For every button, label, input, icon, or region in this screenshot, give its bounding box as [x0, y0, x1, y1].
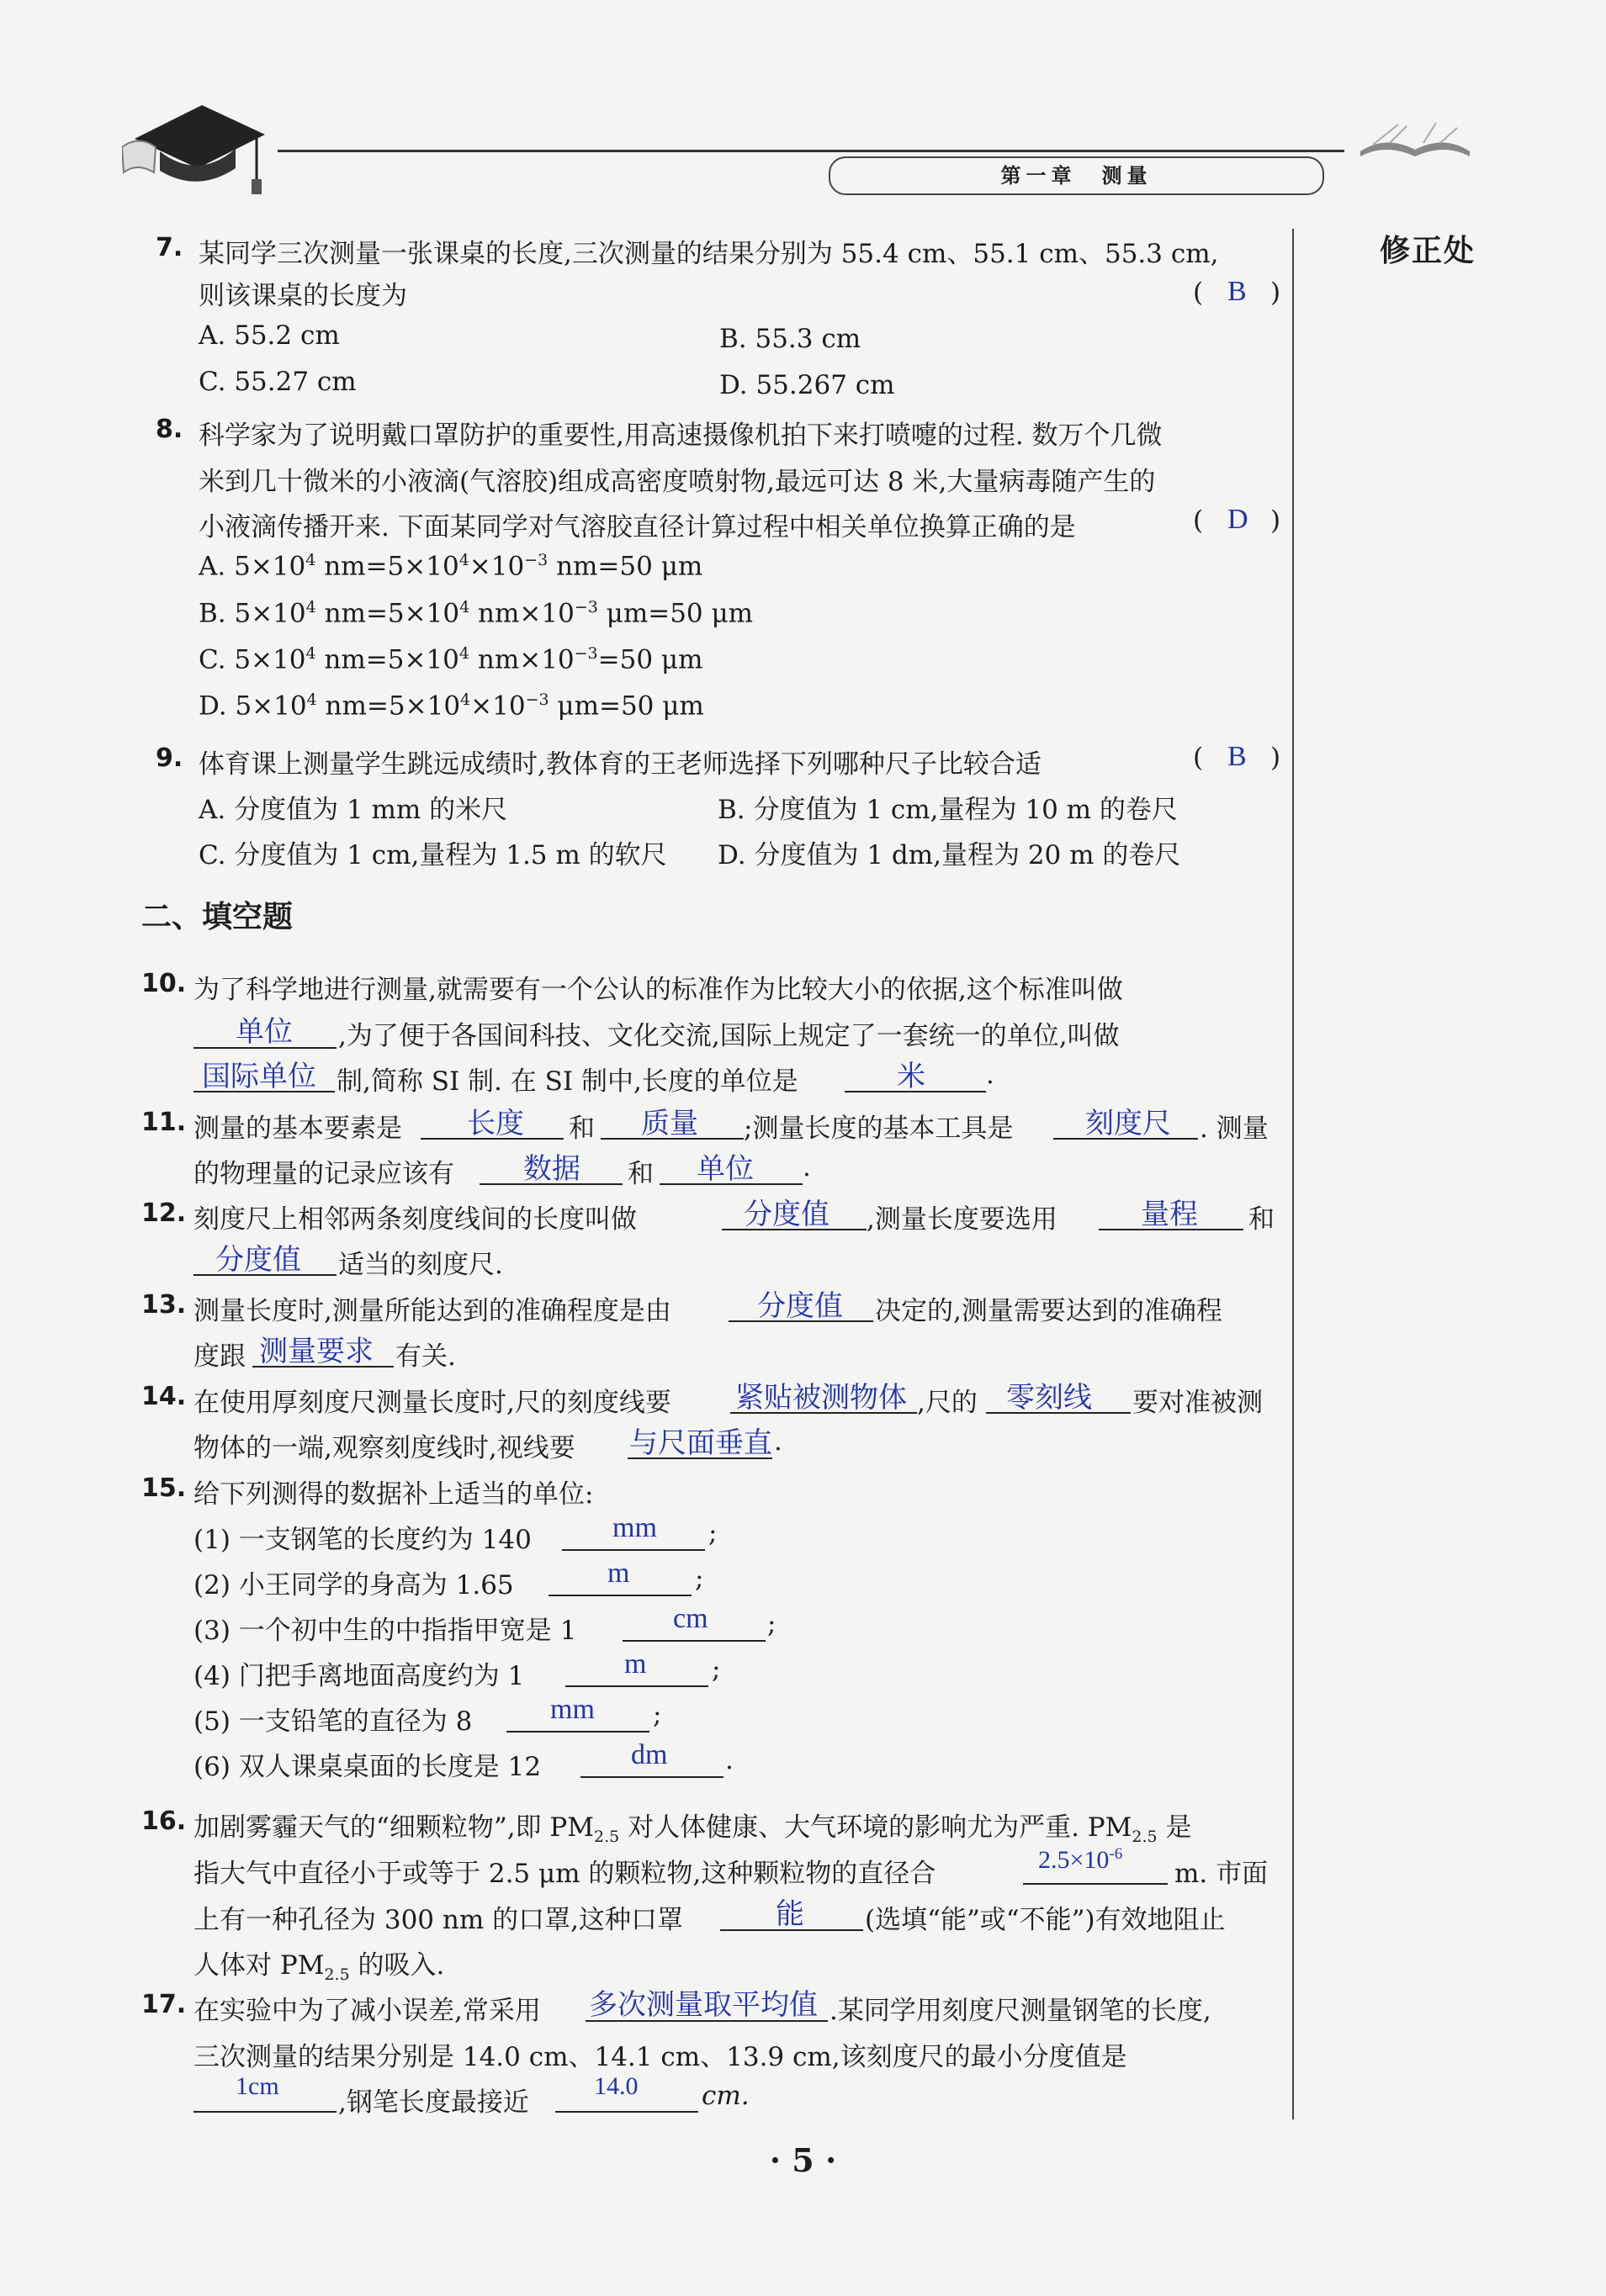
question-10-answer-1: 单位 — [236, 1017, 293, 1048]
header-rule — [278, 150, 1344, 152]
question-7-option-b: B. 55.3 cm — [719, 324, 861, 354]
question-14-answer-3: 与尺面垂直 — [629, 1428, 772, 1459]
question-8-number: 8. — [156, 415, 183, 444]
question-14-number: 14. — [141, 1382, 187, 1411]
question-9-line-1: 体育课上测量学生跳远成绩时,教体育的王老师选择下列哪种尺子比较合适 — [199, 749, 1042, 780]
question-17-text-3: 三次测量的结果分别是 14.0 cm、14.1 cm、13.9 cm,该刻度尺的最小分度值是 — [193, 2042, 1127, 2072]
question-10-answer-2: 国际单位 — [202, 1061, 316, 1092]
question-9-option-c: C. 分度值为 1 cm,量程为 1.5 m 的软尺 — [199, 840, 667, 870]
question-16-text-5: (选填“能”或“不能”)有效地阻止 — [865, 1905, 1226, 1935]
question-13-text-4: 有关. — [395, 1341, 456, 1372]
question-14-text-4: 物体的一端,观察刻度线时,视线要 — [193, 1433, 575, 1463]
question-8-answer: D — [1227, 504, 1248, 535]
question-16-line-4: 人体对 $PM_{2.5}$ 的吸入. — [193, 1950, 445, 1985]
question-15-answer-4: m — [624, 1648, 647, 1680]
question-15-item-1: (1) 一支钢笔的长度约为 140 — [193, 1525, 532, 1555]
question-17-text-1: 在实验中为了减小误差,常采用 — [193, 1996, 541, 2026]
question-15-intro: 给下列测得的数据补上适当的单位: — [193, 1479, 594, 1510]
question-16-line-1: 加剧雾霾天气的“细颗粒物”,即 $PM_{2.5}$ 对人体健康、大气环境的影响尤为严重. $PM_{2.5}$ 是 — [193, 1812, 1192, 1847]
question-10-text-1: 为了科学地进行测量,就需要有一个公认的标准作为比较大小的依据,这个标准叫做 — [193, 975, 1123, 1005]
question-11-text-7: . — [803, 1152, 811, 1182]
question-14-text-2: ,尺的 — [917, 1388, 978, 1418]
question-15-blank-4 — [565, 1685, 708, 1687]
question-11-text-6: 和 — [628, 1159, 654, 1189]
question-8-line-1: 科学家为了说明戴口罩防护的重要性,用高速摄像机拍下来打喷嚏的过程. 数万个几微 — [199, 421, 1163, 451]
question-8-option-d: D. $5\times 10^4$ $nm=5\times 10^4\times 10^{-3}$ μm=50 μm — [199, 690, 704, 722]
question-15-end-2: ; — [695, 1563, 704, 1594]
question-15-answer-6: dm — [631, 1739, 668, 1770]
question-11-answer-1: 长度 — [467, 1108, 524, 1140]
question-8-paren-open: ( — [1193, 505, 1204, 536]
question-15-item-3: (3) 一个初中生的中指指甲宽是 1 — [193, 1616, 577, 1646]
question-14-text-1: 在使用厚刻度尺测量长度时,尺的刻度线要 — [193, 1388, 671, 1418]
question-14-answer-2: 零刻线 — [1006, 1383, 1092, 1414]
margin-divider — [1292, 229, 1294, 2119]
question-16-answer-2: 能 — [776, 1899, 804, 1930]
question-17-text-4: ,钢笔长度最接近 — [338, 2087, 529, 2118]
question-14-answer-1: 紧贴被测物体 — [735, 1383, 907, 1414]
question-11-text-3: ;测量长度的基本工具是 — [744, 1114, 1014, 1144]
question-12-number: 12. — [141, 1198, 187, 1228]
question-16-answer-1: $2.5\times 10^{-6}$ — [1038, 1845, 1123, 1874]
section-title: 二、填空题 — [141, 900, 294, 934]
question-15-answer-2: m — [607, 1558, 630, 1589]
question-17-blank-2 — [193, 2111, 337, 2113]
question-12-text-4: 适当的刻度尺. — [338, 1250, 503, 1280]
question-13-text-3: 度跟 — [193, 1341, 246, 1372]
question-8-paren-close: ) — [1270, 505, 1281, 536]
question-7-paren-open: ( — [1193, 278, 1204, 308]
question-15-item-6: (6) 双人课桌桌面的长度是 12 — [193, 1752, 542, 1782]
question-7-option-c: C. 55.27 cm — [199, 367, 357, 397]
question-12-text-2: ,测量长度要选用 — [867, 1204, 1057, 1235]
question-15-end-3: ; — [767, 1609, 776, 1639]
question-11-answer-3: 刻度尺 — [1085, 1108, 1171, 1140]
question-9-number: 9. — [156, 743, 183, 773]
question-9-option-d: D. 分度值为 1 dm,量程为 20 m 的卷尺 — [718, 840, 1181, 870]
question-9-answer: B — [1227, 741, 1247, 772]
question-16-blank-1 — [1023, 1883, 1168, 1885]
question-9-paren-open: ( — [1193, 743, 1204, 773]
question-15-blank-3 — [623, 1640, 766, 1642]
question-7-option-d: D. 55.267 cm — [719, 370, 895, 400]
question-13-text-2: 决定的,测量需要达到的准确程 — [875, 1296, 1222, 1326]
question-15-end-1: ; — [708, 1518, 718, 1548]
question-14-text-5: . — [774, 1426, 782, 1457]
question-8-option-a: A. $5\times 10^4$ $nm=5\times 10^4\times 10^{-3}$ nm=50 μm — [199, 551, 703, 582]
question-14-text-3: 要对准被测 — [1132, 1388, 1263, 1418]
question-12-answer-2: 量程 — [1141, 1199, 1198, 1230]
question-15-blank-2 — [549, 1595, 692, 1596]
question-11-number: 11. — [141, 1108, 187, 1137]
question-8-option-b: B. $5\times 10^4$ $nm=5\times 10^4$ $nm\times 10^{-3}$ μm=50 μm — [199, 598, 754, 629]
question-10-text-2: ,为了便于各国间科技、文化交流,国际上规定了一套统一的单位,叫做 — [338, 1021, 1120, 1051]
question-15-end-6: . — [725, 1745, 734, 1775]
question-12-text-1: 刻度尺上相邻两条刻度线间的长度叫做 — [193, 1204, 637, 1235]
question-13-answer-2: 测量要求 — [259, 1336, 374, 1368]
question-15-item-4: (4) 门把手离地面高度约为 1 — [193, 1661, 525, 1691]
question-16-text-4: 上有一种孔径为 300 nm 的口罩,这种口罩 — [193, 1905, 683, 1935]
question-15-answer-3: cm — [673, 1603, 708, 1634]
question-10-answer-3: 米 — [897, 1061, 925, 1092]
question-11-text-4: . 测量 — [1200, 1114, 1269, 1144]
question-11-answer-2: 质量 — [641, 1108, 698, 1140]
question-13-answer-1: 分度值 — [757, 1291, 843, 1322]
correction-column-title: 修正处 — [1380, 234, 1476, 268]
question-10-number: 10. — [141, 969, 187, 998]
page-number: · 5 · — [769, 2141, 837, 2179]
open-book-icon — [1356, 118, 1474, 163]
question-10-text-4: . — [986, 1060, 994, 1090]
question-11-answer-4: 数据 — [523, 1154, 580, 1185]
question-16-text-3: m. 市面 — [1174, 1859, 1269, 1889]
question-15-blank-6 — [580, 1776, 723, 1778]
question-7-number: 7. — [156, 233, 183, 262]
question-7-option-a: A. 55.2 cm — [199, 320, 340, 351]
question-9-paren-close: ) — [1270, 743, 1281, 773]
question-17-number: 17. — [141, 1990, 187, 2019]
question-13-number: 13. — [141, 1290, 187, 1320]
question-11-answer-5: 单位 — [697, 1154, 754, 1185]
question-15-answer-5: mm — [550, 1694, 595, 1725]
question-7-line-1: 某同学三次测量一张课桌的长度,三次测量的结果分别为 55.4 cm、55.1 cm、55.3 cm, — [199, 239, 1219, 269]
question-8-line-2: 米到几十微米的小液滴(气溶胶)组成高密度喷射物,最远可达 8 米,大量病毒随产生的 — [199, 467, 1156, 497]
chapter-title: 第一章 测量 — [829, 156, 1324, 195]
question-15-item-2: (2) 小王同学的身高为 1.65 — [193, 1570, 514, 1600]
question-15-end-4: ; — [712, 1654, 721, 1685]
question-9-option-a: A. 分度值为 1 mm 的米尺 — [199, 795, 508, 825]
question-7-answer: B — [1227, 276, 1247, 307]
question-15-blank-5 — [506, 1731, 649, 1733]
question-17-answer-3: 14.0 — [594, 2072, 639, 2100]
question-12-answer-3: 分度值 — [215, 1245, 301, 1276]
question-12-text-3: 和 — [1248, 1204, 1275, 1235]
question-15-item-5: (5) 一支铅笔的直径为 8 — [193, 1706, 473, 1737]
question-17-text-5: cm. — [702, 2081, 750, 2111]
question-16-number: 16. — [141, 1807, 187, 1836]
question-8-option-c: C. $5\times 10^4$ $nm=5\times 10^4$ $nm\times 10^{-3}=50$ μm — [199, 644, 703, 675]
question-12-answer-1: 分度值 — [744, 1199, 830, 1230]
question-17-answer-1: 多次测量取平均值 — [589, 1990, 818, 2021]
question-17-text-2: .某同学用刻度尺测量钢笔的长度, — [830, 1996, 1211, 2026]
question-7-line-2: 则该课桌的长度为 — [199, 281, 407, 311]
question-8-line-3: 小液滴传播开来. 下面某同学对气溶胶直径计算过程中相关单位换算正确的是 — [199, 512, 1076, 542]
question-9-option-b: B. 分度值为 1 cm,量程为 10 m 的卷尺 — [718, 795, 1178, 825]
question-15-number: 15. — [141, 1473, 187, 1503]
question-17-blank-3 — [555, 2111, 698, 2113]
question-10-text-3: 制,简称 SI 制. 在 SI 制中,长度的单位是 — [337, 1066, 798, 1097]
question-7-paren-close: ) — [1270, 278, 1281, 308]
question-15-answer-1: mm — [612, 1512, 657, 1543]
question-11-text-2: 和 — [569, 1114, 595, 1144]
question-15-blank-1 — [562, 1549, 705, 1551]
question-17-answer-2: 1cm — [236, 2072, 279, 2100]
question-16-text-2: 指大气中直径小于或等于 2.5 μm 的颗粒物,这种颗粒物的直径合 — [193, 1859, 936, 1889]
question-13-text-1: 测量长度时,测量所能达到的准确程度是由 — [193, 1296, 671, 1326]
question-11-text-1: 测量的基本要素是 — [193, 1114, 402, 1144]
question-15-end-5: ; — [653, 1700, 662, 1730]
question-11-text-5: 的物理量的记录应该有 — [193, 1159, 454, 1189]
graduation-cap-icon — [122, 88, 269, 201]
